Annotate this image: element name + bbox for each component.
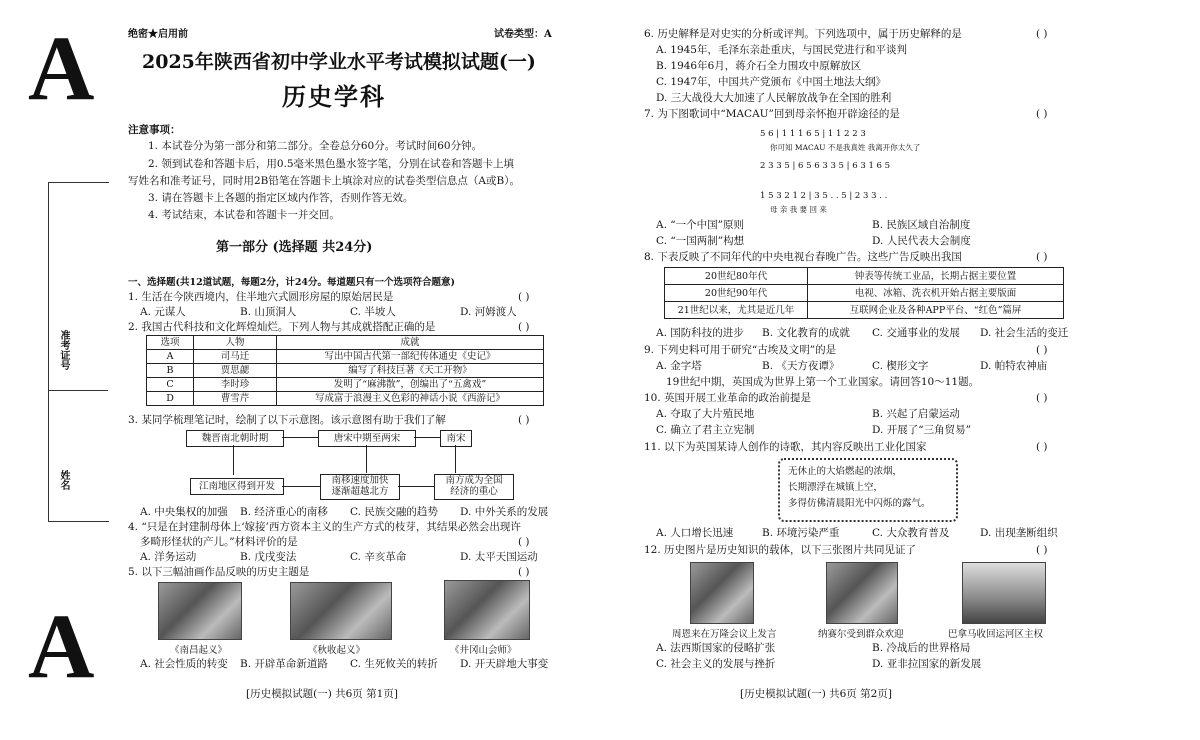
q7-option-d[interactable]: D. 人民代表大会制度 bbox=[872, 235, 971, 247]
caption-3: 《井冈山会师》 bbox=[450, 645, 517, 656]
notice-heading: 注意事项： bbox=[128, 124, 181, 136]
q5-option-d[interactable]: D. 开天辟地大事变 bbox=[460, 658, 549, 670]
notice-1: 1. 本试卷分为第一部分和第二部分。全卷总分60分。考试时间60分钟。 bbox=[148, 140, 483, 152]
q2-cell: 贾思勰 bbox=[194, 364, 277, 378]
flow-arrow bbox=[282, 486, 320, 487]
q11-option-d[interactable]: D. 出现垄断组织 bbox=[980, 527, 1058, 539]
q7-answer-paren[interactable]: ( ) bbox=[1036, 108, 1048, 120]
q1-answer-paren[interactable]: ( ) bbox=[518, 291, 530, 303]
q2-cell: 写出中国古代第一部纪传体通史《史记》 bbox=[277, 350, 544, 364]
flow-bottom-3: 南方成为全国 经济的重心 bbox=[434, 474, 514, 500]
flow-arrow bbox=[414, 437, 440, 438]
q10-answer-paren[interactable]: ( ) bbox=[1036, 392, 1048, 404]
q10-stem: 10. 英国开展工业革命的政治前提是 bbox=[644, 392, 812, 404]
q8-option-d[interactable]: D. 社会生活的变迁 bbox=[980, 327, 1069, 339]
q8-option-a[interactable]: A. 国防科技的进步 bbox=[656, 327, 744, 339]
q2-cell: 司马迁 bbox=[194, 350, 277, 364]
q2-cell: 曹雪芹 bbox=[194, 392, 277, 406]
q11-option-c[interactable]: C. 大众教育普及 bbox=[872, 527, 950, 539]
table-row bbox=[147, 350, 544, 364]
flow-top-2: 唐宋中期至两宋 bbox=[318, 430, 416, 447]
q10-option-a[interactable]: A. 夺取了大片殖民地 bbox=[656, 408, 755, 420]
q3-answer-paren[interactable]: ( ) bbox=[518, 414, 530, 426]
table-row bbox=[147, 392, 544, 406]
secret-label: 绝密★启用前 bbox=[128, 29, 188, 40]
photo-panama-canal bbox=[962, 562, 1046, 624]
q1-option-d[interactable]: D. 河姆渡人 bbox=[460, 306, 517, 318]
q4-option-c[interactable]: C. 辛亥革命 bbox=[350, 551, 407, 563]
table-row bbox=[665, 302, 1064, 319]
q5-option-b[interactable]: B. 开辟革命新道路 bbox=[240, 658, 328, 670]
intro-q10-11: 19世纪中期，英国成为世界上第一个工业国家。请回答10～11题。 bbox=[666, 376, 980, 388]
caption-bandung: 周恩来在万隆会议上发言 bbox=[672, 629, 777, 640]
table-row bbox=[665, 268, 1064, 285]
caption-2: 《秋收起义》 bbox=[308, 645, 366, 656]
subject-title: 历史学科 bbox=[282, 82, 386, 111]
q6-option-b[interactable]: B. 1946年6月，蒋介石全力围攻中原解放区 bbox=[656, 60, 862, 72]
caption-nasser: 纳赛尔受到群众欢迎 bbox=[818, 629, 904, 640]
painting-autumn-harvest-uprising bbox=[290, 582, 392, 640]
q9-option-a[interactable]: A. 金字塔 bbox=[656, 360, 702, 372]
q10-option-c[interactable]: C. 确立了君主立宪制 bbox=[656, 424, 755, 436]
q2-header-option: 选项 bbox=[147, 336, 194, 350]
flow-arrow bbox=[455, 445, 456, 473]
flow-top-1: 魏晋南北朝时期 bbox=[186, 430, 284, 447]
q2-cell: 李时珍 bbox=[194, 378, 277, 392]
q9-answer-paren[interactable]: ( ) bbox=[1036, 344, 1048, 356]
q4-option-d[interactable]: D. 太平天国运动 bbox=[460, 551, 538, 563]
flow-top-3: 南宋 bbox=[440, 430, 472, 447]
q7-option-c[interactable]: C. “一国两制”构想 bbox=[656, 235, 745, 247]
q7-stem: 7. 为下图歌词中“MACAU”回到母亲怀抱开辟途径的是 bbox=[644, 108, 900, 120]
painting-nanchang-uprising bbox=[158, 582, 242, 640]
q12-option-d[interactable]: D. 亚非拉国家的新发展 bbox=[872, 658, 982, 670]
q12-stem: 12. 历史图片是历史知识的载体，以下三张图片共同见证了 bbox=[644, 544, 917, 556]
q2-cell: A bbox=[147, 350, 194, 364]
q6-answer-paren[interactable]: ( ) bbox=[1036, 28, 1048, 40]
q2-stem: 2. 我国古代科技和文化辉煌灿烂。下列人物与其成就搭配正确的是 bbox=[128, 321, 436, 333]
photo-nasser-crowd bbox=[826, 562, 898, 624]
score-lyrics-3: 母 亲 我 要 回 来 bbox=[770, 205, 827, 214]
q9-option-c[interactable]: C. 楔形文字 bbox=[872, 360, 929, 372]
q6-stem: 6. 历史解释是对史实的分析或评判。下列选项中，属于历史解释的是 bbox=[644, 28, 962, 40]
q8-cell: 21世纪以来，尤其是近几年 bbox=[665, 302, 808, 319]
q4-option-a[interactable]: A. 洋务运动 bbox=[140, 551, 197, 563]
q3-option-d[interactable]: D. 中外关系的发展 bbox=[460, 506, 549, 518]
music-score bbox=[760, 124, 970, 216]
exam-number-label: 准考证号 bbox=[58, 330, 69, 370]
q2-cell: B bbox=[147, 364, 194, 378]
q9-option-b[interactable]: B. 《天方夜谭》 bbox=[762, 360, 840, 372]
q4-answer-paren[interactable]: ( ) bbox=[518, 536, 530, 548]
flow-arrow bbox=[282, 437, 318, 438]
flow-bottom-1: 江南地区得到开发 bbox=[190, 478, 284, 495]
q1-option-a[interactable]: A. 元谋人 bbox=[140, 306, 186, 318]
q6-option-a[interactable]: A. 1945年，毛泽东亲赴重庆，与国民党进行和平谈判 bbox=[656, 44, 907, 56]
caption-1: 《南昌起义》 bbox=[170, 645, 228, 656]
q8-cell: 钟表等传统工业品，长期占据主要位置 bbox=[808, 268, 1064, 285]
caption-panama: 巴拿马收回运河区主权 bbox=[948, 629, 1044, 640]
q5-option-a[interactable]: A. 社会性质的转变 bbox=[140, 658, 228, 670]
page1-footer: [历史模拟试题(一) 共6页 第1页] bbox=[246, 688, 398, 700]
q2-answer-paren[interactable]: ( ) bbox=[518, 321, 530, 333]
q1-option-b[interactable]: B. 山顶洞人 bbox=[240, 306, 297, 318]
flow-arrow bbox=[233, 445, 234, 475]
table-row bbox=[147, 378, 544, 392]
q5-answer-paren[interactable]: ( ) bbox=[518, 566, 530, 578]
q8-cell: 电视、冰箱、洗衣机开始占据主要版面 bbox=[808, 285, 1064, 302]
name-label: 姓名 bbox=[58, 470, 69, 490]
q5-option-c[interactable]: C. 生死攸关的转折 bbox=[350, 658, 438, 670]
q11-stem: 11. 以下为英国某诗人创作的诗歌，其内容反映出工业化国家 bbox=[644, 441, 927, 453]
q11-option-a[interactable]: A. 人口增长迅速 bbox=[656, 527, 734, 539]
photo-bandung-conference bbox=[690, 562, 754, 624]
q12-option-a[interactable]: A. 法西斯国家的侵略扩张 bbox=[656, 642, 776, 654]
q8-stem: 8. 下表反映了不同年代的中央电视台春晚广告。这些广告反映出我国 bbox=[644, 251, 962, 263]
q2-cell: C bbox=[147, 378, 194, 392]
q3-option-b[interactable]: B. 经济重心的南移 bbox=[240, 506, 328, 518]
q11-answer-paren[interactable]: ( ) bbox=[1036, 441, 1048, 453]
q12-option-b[interactable]: B. 冷战后的世界格局 bbox=[872, 642, 971, 654]
notice-2: 2. 领到试卷和答题卡后，用0.5毫米黑色墨水签字笔，分别在试卷和答题卡上填 bbox=[148, 158, 515, 170]
painting-jinggangshan-meeting bbox=[444, 580, 530, 640]
q3-stem: 3. 某同学梳理笔记时，绘制了以下示意图。该示意图有助于我们了解 bbox=[128, 414, 446, 426]
paper-type-letter-top: A bbox=[28, 17, 95, 119]
notice-4: 4. 考试结束，本试卷和答题卡一并交回。 bbox=[148, 209, 340, 221]
q4-option-b[interactable]: B. 戊戌变法 bbox=[240, 551, 297, 563]
q2-cell: 写成富于浪漫主义色彩的神话小说《西游记》 bbox=[277, 392, 544, 406]
q4-stem-1: 4. “只是在封建制母体上‘嫁接’西方资本主义的生产方式的枝芽，其结果必然会出现许 bbox=[128, 521, 521, 533]
q7-option-b[interactable]: B. 民族区域自治制度 bbox=[872, 219, 971, 231]
q2-cell: 编写了科技巨著《天工开物》 bbox=[277, 364, 544, 378]
q1-stem: 1. 生活在今陕西境内，住半地穴式圆形房屋的原始居民是 bbox=[128, 291, 394, 303]
q8-cell: 20世纪90年代 bbox=[665, 285, 808, 302]
q10-option-d[interactable]: D. 开展了“三角贸易” bbox=[872, 424, 971, 436]
table-row bbox=[665, 285, 1064, 302]
score-notes-1: 5 6 | 1 1 1 6 5 | 1 1 2 2 3 bbox=[760, 129, 866, 139]
q8-answer-paren[interactable]: ( ) bbox=[1036, 251, 1048, 263]
q5-stem: 5. 以下三幅油画作品反映的历史主题是 bbox=[128, 566, 310, 578]
page2-footer: [历史模拟试题(一) 共6页 第2页] bbox=[740, 688, 892, 700]
q8-cell: 20世纪80年代 bbox=[665, 268, 808, 285]
side-divider bbox=[48, 390, 108, 391]
q2-table bbox=[146, 335, 544, 406]
paper-type: 试卷类型：A bbox=[494, 29, 552, 40]
q8-option-c[interactable]: C. 交通事业的发展 bbox=[872, 327, 960, 339]
q2-cell: 发明了“麻沸散”，创编出了“五禽戏” bbox=[277, 378, 544, 392]
exam-title: 2025年陕西省初中学业水平考试模拟试题(一) bbox=[142, 51, 536, 73]
score-lyrics-1: 你可知 MACAU 不是我真姓 我离开你太久了 bbox=[770, 143, 921, 152]
score-notes-2: 2 3 3 5 | 6 5 6 3 3 5 | 6 3 1 6 5 bbox=[760, 161, 891, 171]
part-title: 第一部分 (选择题 共24分) bbox=[216, 240, 373, 255]
q2-cell: D bbox=[147, 392, 194, 406]
notice-2-cont: 写姓名和准考证号，同时用2B铅笔在答题卡上填涂对应的试卷类型信息点（A或B）。 bbox=[128, 175, 520, 187]
section-intro: 一、选择题(共12道试题，每题2分，计24分。每道题只有一个选项符合题意) bbox=[128, 277, 456, 288]
q7-option-a[interactable]: A. “一个中国”原则 bbox=[656, 219, 744, 231]
q1-option-c[interactable]: C. 半坡人 bbox=[350, 306, 396, 318]
q10-option-b[interactable]: B. 兴起了启蒙运动 bbox=[872, 408, 960, 420]
q12-answer-paren[interactable]: ( ) bbox=[1036, 544, 1048, 556]
q6-option-c[interactable]: C. 1947年，中国共产党颁布《中国土地法大纲》 bbox=[656, 76, 887, 88]
flow-bottom-2: 南移速度加快 逐渐超越北方 bbox=[320, 474, 400, 500]
q8-option-b[interactable]: B. 文化教育的成就 bbox=[762, 327, 850, 339]
poem-line-3: 多得仿佛清晨阳光中闪烁的露气。 bbox=[788, 498, 931, 509]
q6-option-d[interactable]: D. 三大战役大大加速了人民解放战争在全国的胜利 bbox=[656, 92, 892, 104]
q3-option-a[interactable]: A. 中央集权的加强 bbox=[140, 506, 228, 518]
q8-cell: 互联网企业及各种APP平台、“红色”篇屏 bbox=[808, 302, 1064, 319]
q9-option-d[interactable]: D. 帕特农神庙 bbox=[980, 360, 1048, 372]
notice-3: 3. 请在答题卡上各题的指定区域内作答，否则作答无效。 bbox=[148, 192, 414, 204]
flow-arrow bbox=[398, 486, 434, 487]
poem-line-1: 无休止的大焰燃起的浓烟， bbox=[788, 466, 903, 477]
poem-line-2: 长期漂浮在城镇上空， bbox=[788, 482, 884, 493]
flow-arrow bbox=[366, 445, 367, 473]
table-row bbox=[147, 364, 544, 378]
score-notes-3: 1 5 3 2 1 2 | 3 5 . . 5 | 2 3 3 . . bbox=[760, 191, 888, 201]
paper-type-letter-bottom: A bbox=[28, 595, 95, 697]
q11-option-b[interactable]: B. 环境污染严重 bbox=[762, 527, 840, 539]
q4-stem-2: 多畸形怪状的产儿。”材料评价的是 bbox=[140, 536, 298, 548]
q8-table bbox=[664, 267, 1064, 319]
q2-header-person: 人物 bbox=[194, 336, 277, 350]
q3-option-c[interactable]: C. 民族交融的趋势 bbox=[350, 506, 438, 518]
q9-stem: 9. 下列史料可用于研究“古埃及文明”的是 bbox=[644, 344, 837, 356]
q2-header-achievement: 成就 bbox=[277, 336, 544, 350]
q12-option-c[interactable]: C. 社会主义的发展与挫折 bbox=[656, 658, 776, 670]
